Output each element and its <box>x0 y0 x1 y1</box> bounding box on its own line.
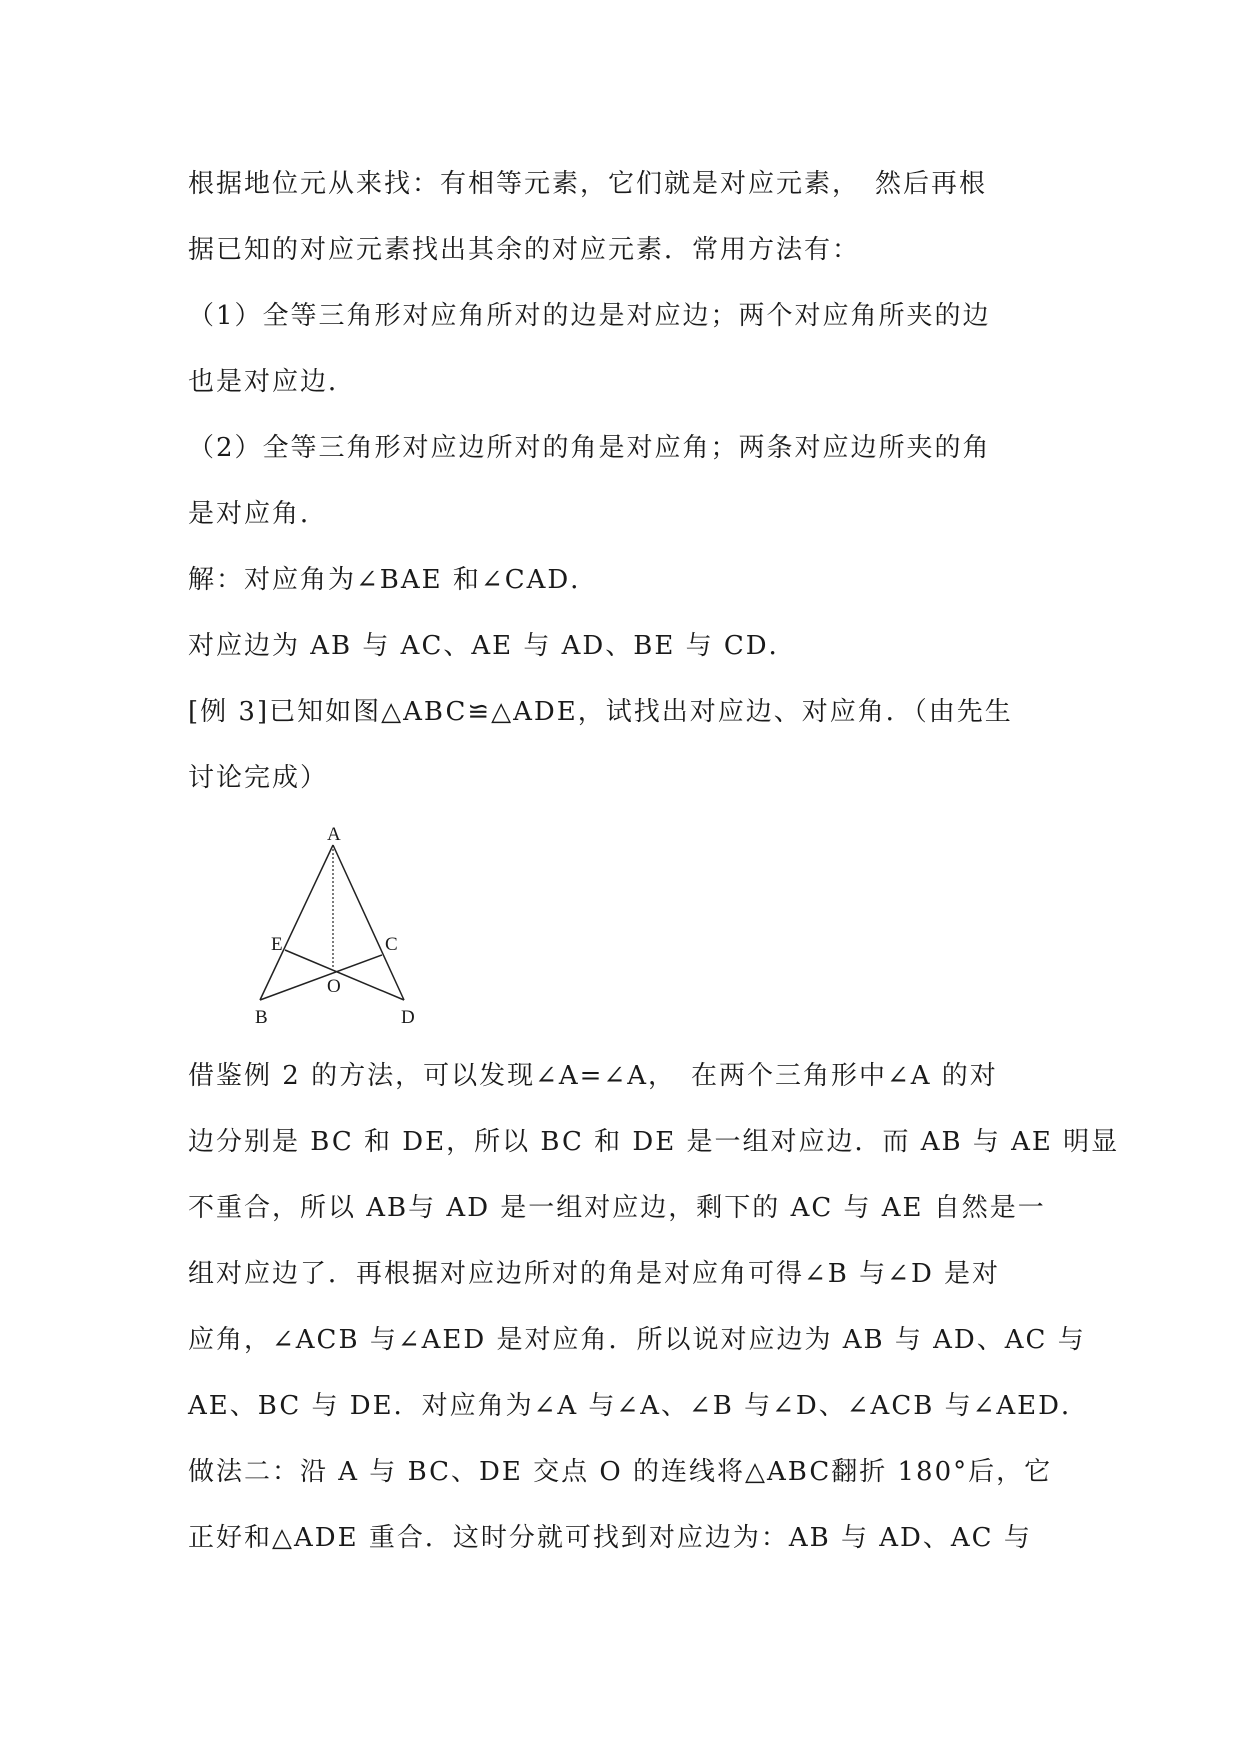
text-line: 也是对应边． <box>188 367 357 397</box>
text-line: （1）全等三角形对应角所对的边是对应边；两个对应角所夹的边 <box>188 301 991 331</box>
label-O: O <box>327 976 341 997</box>
label-B: B <box>255 1007 268 1028</box>
segment-DE <box>285 950 404 1000</box>
text-line: [例 3]已知如图△ABC≌△ADE，试找出对应边、对应角．（由先生 <box>188 697 1013 727</box>
text-line: （2）全等三角形对应边所对的角是对应角；两条对应边所夹的角 <box>188 433 991 463</box>
label-D: D <box>401 1007 415 1028</box>
text-line: 据已知的对应元素找出其余的对应元素．常用方法有： <box>188 235 861 265</box>
text-line: 根据地位元从来找：有相等元素，它们就是对应元素， 然后再根 <box>188 169 988 199</box>
label-A: A <box>327 824 341 845</box>
text-line: 做法二：沿 A 与 BC、DE 交点 O 的连线将△ABC翻折 180°后，它 <box>188 1457 1053 1487</box>
text-line: 正好和△ADE 重合．这时分就可找到对应边为：AB 与 AD、AC 与 <box>188 1523 1032 1553</box>
text-line: AE、BC 与 DE．对应角为∠A 与∠A、∠B 与∠D、∠ACB 与∠AED． <box>188 1391 1089 1421</box>
text-line: 应角，∠ACB 与∠AED 是对应角．所以说对应边为 AB 与 AD、AC 与 <box>188 1325 1086 1355</box>
text-line: 是对应角． <box>188 499 329 529</box>
text-line: 讨论完成） <box>188 763 329 793</box>
text-line: 边分别是 BC 和 DE，所以 BC 和 DE 是一组对应边．而 AB 与 AE 明显 <box>188 1127 1120 1157</box>
triangle-figure <box>235 820 435 1030</box>
label-C: C <box>385 934 398 955</box>
text-line: 不重合，所以 AB与 AD 是一组对应边，剩下的 AC 与 AE 自然是一 <box>188 1193 1046 1223</box>
text-line: 解：对应角为∠BAE 和∠CAD． <box>188 565 599 595</box>
label-E: E <box>271 934 283 955</box>
text-line: 组对应边了．再根据对应边所对的角是对应角可得∠B 与∠D 是对 <box>188 1259 1001 1289</box>
segment-AD <box>333 845 404 1000</box>
text-line: 对应边为 AB 与 AC、AE 与 AD、BE 与 CD． <box>188 631 797 661</box>
text-line: 借鉴例 2 的方法，可以发现∠A=∠A， 在两个三角形中∠A 的对 <box>188 1061 998 1091</box>
